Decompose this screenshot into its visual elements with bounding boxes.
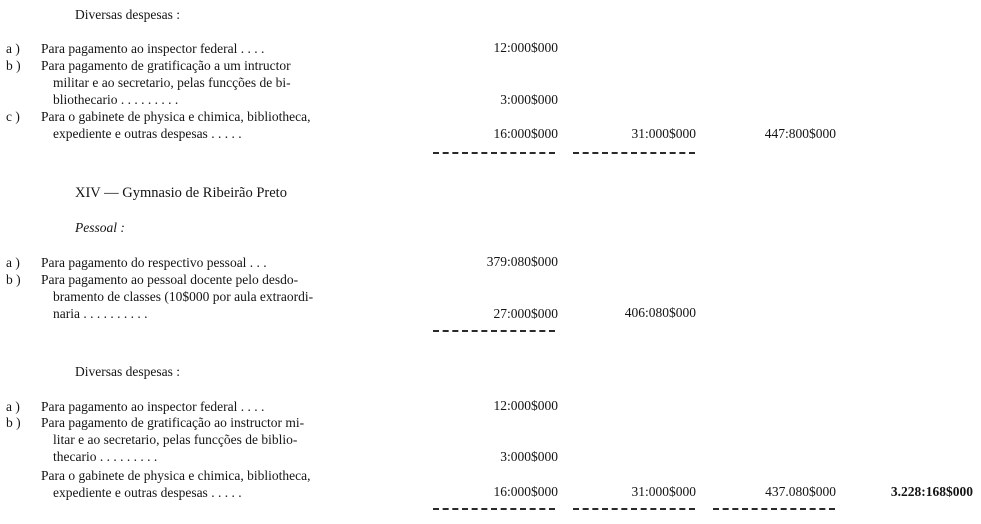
amount: 27:000$000 bbox=[493, 306, 558, 321]
rule bbox=[433, 330, 555, 332]
rule bbox=[713, 508, 835, 510]
item-text: militar e ao secretario, pelas funcções de bi- bbox=[53, 75, 291, 90]
item-marker: c ) bbox=[6, 109, 20, 124]
section2-subheading: Pessoal : bbox=[75, 220, 125, 235]
total: 447:800$000 bbox=[764, 126, 836, 141]
item-text: thecario . . . . . . . . . bbox=[53, 449, 158, 464]
subtotal: 406:080$000 bbox=[624, 305, 696, 320]
subtotal: 31:000$000 bbox=[631, 126, 696, 141]
section1-heading: Diversas despesas : bbox=[75, 7, 180, 22]
item-text: Para pagamento de gratificação ao instructor mi- bbox=[41, 415, 305, 430]
amount: 3:000$000 bbox=[500, 449, 558, 464]
item-marker: b ) bbox=[6, 415, 21, 430]
item-text: Para o gabinete de physica e chimica, bibliotheca, bbox=[41, 468, 311, 483]
amount: 16:000$000 bbox=[493, 126, 558, 141]
item-text: Para pagamento ao inspector federal . . . . bbox=[41, 41, 265, 56]
item-text: Para pagamento ao inspector federal . . . . bbox=[41, 399, 265, 414]
rule bbox=[573, 508, 695, 510]
item-marker: b ) bbox=[6, 58, 21, 73]
item-marker: b ) bbox=[6, 272, 21, 287]
item-text: litar e ao secretario, pelas funcções de biblio- bbox=[53, 432, 298, 447]
item-text: Para o gabinete de physica e chimica, bibliotheca, bbox=[41, 109, 311, 124]
item-text: naria . . . . . . . . . . bbox=[53, 306, 148, 321]
amount: 12:000$000 bbox=[493, 398, 558, 413]
rule bbox=[433, 152, 555, 154]
item-marker: a ) bbox=[6, 399, 20, 414]
section3-heading: Diversas despesas : bbox=[75, 364, 180, 379]
amount: 3:000$000 bbox=[500, 92, 558, 107]
amount: 16:000$000 bbox=[493, 484, 558, 499]
item-text: expediente e outras despesas . . . . . bbox=[53, 485, 242, 500]
item-text: bliothecario . . . . . . . . . bbox=[53, 92, 179, 107]
amount: 379:080$000 bbox=[486, 254, 558, 269]
rule bbox=[573, 152, 695, 154]
grand-total: 3.228:168$000 bbox=[890, 484, 973, 499]
rule bbox=[433, 508, 555, 510]
item-text: Para pagamento do respectivo pessoal . . . bbox=[41, 255, 267, 270]
total: 437.080$000 bbox=[765, 484, 836, 499]
section2-heading: XIV — Gymnasio de Ribeirão Preto bbox=[75, 185, 287, 201]
subtotal: 31:000$000 bbox=[631, 484, 696, 499]
item-text: Para pagamento de gratificação a um intructor bbox=[41, 58, 291, 73]
item-marker: a ) bbox=[6, 41, 20, 56]
item-text: bramento de classes (10$000 por aula extraordi- bbox=[53, 289, 314, 304]
item-text: expediente e outras despesas . . . . . bbox=[53, 126, 242, 141]
amount: 12:000$000 bbox=[493, 40, 558, 55]
item-text: Para pagamento ao pessoal docente pelo desdo- bbox=[41, 272, 299, 287]
item-marker: a ) bbox=[6, 255, 20, 270]
